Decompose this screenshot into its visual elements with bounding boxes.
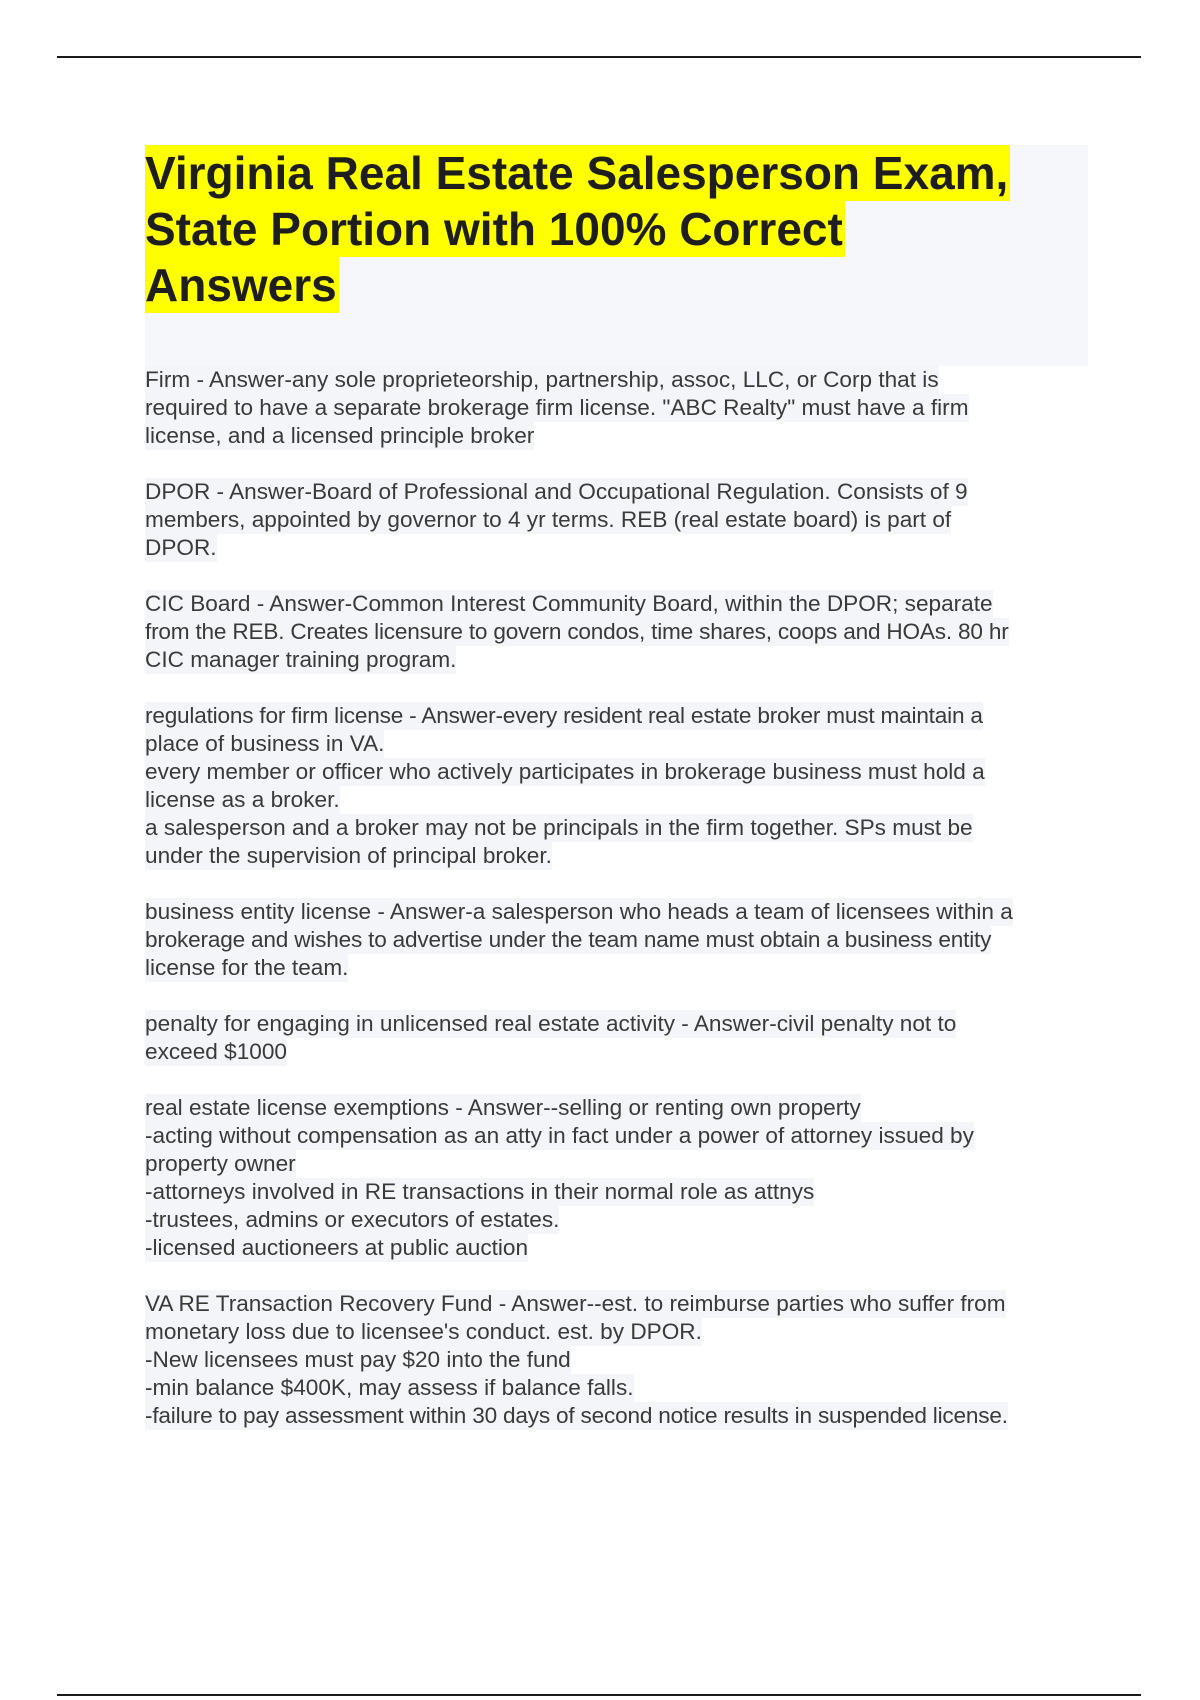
entry-line: -New licensees must pay $20 into the fund xyxy=(145,1347,571,1372)
flashcard-entry xyxy=(145,1094,1089,1262)
entry-line: license, and a licensed principle broker xyxy=(145,423,535,448)
flashcard-entry xyxy=(145,590,1089,674)
entry-line: DPOR. xyxy=(145,535,217,560)
flashcard-entry xyxy=(145,366,1089,450)
entry-line: monetary loss due to licensee's conduct. est. by DPOR. xyxy=(145,1319,702,1344)
entry-line: from the REB. Creates licensure to govern condos, time shares, coops and HOAs. 80 hr xyxy=(145,619,1009,644)
entry-line: brokerage and wishes to advertise under the team name must obtain a business entity xyxy=(145,927,992,952)
flashcard-entry xyxy=(145,702,1089,870)
entry-line: CIC manager training program. xyxy=(145,647,457,672)
entry-line: Firm - Answer-any sole proprieteorship, partnership, assoc, LLC, or Corp that is xyxy=(145,367,939,392)
entry-line: license for the team. xyxy=(145,955,349,980)
entry-line: real estate license exemptions - Answer--selling or renting own property xyxy=(145,1095,861,1120)
entry-line: license as a broker. xyxy=(145,787,340,812)
entry-line: regulations for firm license - Answer-every resident real estate broker must maintain a xyxy=(145,703,983,728)
title-line: Virginia Real Estate Salesperson Exam, xyxy=(145,147,1009,199)
flashcard-entry xyxy=(145,1010,1089,1066)
entry-line: under the supervision of principal broker. xyxy=(145,843,552,868)
entry-line: property owner xyxy=(145,1151,296,1176)
bottom-rule xyxy=(57,1694,1141,1696)
entry-line: place of business in VA. xyxy=(145,731,385,756)
entry-line: every member or officer who actively participates in brokerage business must hold a xyxy=(145,759,985,784)
entry-line: -licensed auctioneers at public auction xyxy=(145,1235,529,1260)
entry-line: DPOR - Answer-Board of Professional and Occupational Regulation. Consists of 9 xyxy=(145,479,968,504)
entry-line: exceed $1000 xyxy=(145,1039,287,1064)
flashcard-entry xyxy=(145,898,1089,982)
entry-line: -trustees, admins or executors of estates. xyxy=(145,1207,560,1232)
entry-line: a salesperson and a broker may not be principals in the firm together. SPs must be xyxy=(145,815,973,840)
entry-line: -attorneys involved in RE transactions in their normal role as attnys xyxy=(145,1179,815,1204)
entry-line: VA RE Transaction Recovery Fund - Answer--est. to reimburse parties who suffer from xyxy=(145,1291,1006,1316)
title-line: Answers xyxy=(145,259,337,311)
flashcard-entry xyxy=(145,1290,1089,1430)
flashcard-list xyxy=(145,366,1089,1458)
title-line: State Portion with 100% Correct xyxy=(145,203,843,255)
top-rule xyxy=(57,56,1141,58)
entry-line: -acting without compensation as an atty in fact under a power of attorney issued by xyxy=(145,1123,974,1148)
entry-line: -failure to pay assessment within 30 days of second notice results in suspended license. xyxy=(145,1403,1008,1428)
entry-line: CIC Board - Answer-Common Interest Community Board, within the DPOR; separate xyxy=(145,591,993,616)
title-block xyxy=(145,145,1088,366)
entry-line: penalty for engaging in unlicensed real estate activity - Answer-civil penalty not to xyxy=(145,1011,957,1036)
document-title xyxy=(145,145,1088,313)
entry-line: business entity license - Answer-a salesperson who heads a team of licensees within a xyxy=(145,899,1013,924)
entry-line: -min balance $400K, may assess if balance falls. xyxy=(145,1375,634,1400)
entry-line: members, appointed by governor to 4 yr terms. REB (real estate board) is part of xyxy=(145,507,952,532)
flashcard-entry xyxy=(145,478,1089,562)
entry-line: required to have a separate brokerage firm license. "ABC Realty" must have a firm xyxy=(145,395,969,420)
